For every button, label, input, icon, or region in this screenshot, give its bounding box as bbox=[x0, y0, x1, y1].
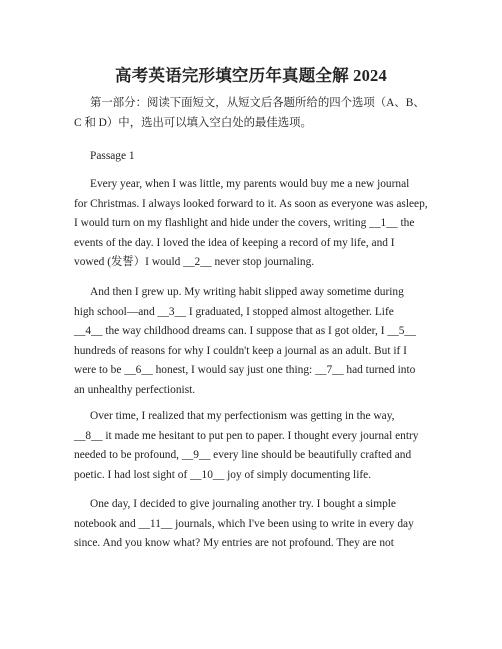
text-line: hundreds of reasons for why I couldn't keep a journal as an adult. But if I bbox=[74, 344, 407, 357]
text-line: since. And you know what? My entries are not profound. They are not bbox=[74, 537, 394, 549]
text-line: Every year, when I was little, my parents would buy me a new journal bbox=[90, 178, 410, 190]
text-line: 第一部分：阅读下面短文，从短文后各题所给的四个选项（A、B、 bbox=[90, 97, 425, 109]
text-line: C 和 D）中，选出可以填入空白处的最佳选项。 bbox=[74, 116, 312, 129]
body-paragraph-3 bbox=[74, 407, 434, 485]
text-line: Passage 1 bbox=[90, 150, 135, 162]
body-paragraph-1 bbox=[74, 175, 434, 273]
text-line: Over time, I realized that my perfectionism was getting in the way, bbox=[90, 410, 395, 422]
document-title: 高考英语完形填空历年真题全解 2024 bbox=[115, 66, 387, 85]
text-line: And then I grew up. My writing habit slipped away sometime during bbox=[90, 286, 404, 298]
text-line: events of the day. I loved the idea of keeping a record of my life, and I bbox=[74, 236, 395, 249]
text-line: I would turn on my flashlight and hide under the covers, writing __1__ the bbox=[74, 217, 415, 229]
text-line: notebook and __11__ journals, which I've been using to write in every day bbox=[74, 517, 414, 530]
text-line: __4__ the way childhood dreams can. I suppose that as I got older, I __5__ bbox=[74, 325, 416, 337]
text-line: an unhealthy perfectionist. bbox=[74, 383, 196, 396]
text-line: for Christmas. I always looked forward to it. As soon as everyone was asleep, bbox=[74, 197, 428, 210]
body-paragraph-2 bbox=[74, 283, 434, 400]
passage-heading bbox=[74, 147, 434, 167]
text-line: __8__ it made me hesitant to put pen to paper. I thought every journal entry bbox=[74, 429, 419, 442]
body-paragraph-4 bbox=[74, 495, 434, 554]
text-line: poetic. I had lost sight of __10__ joy of simply documenting life. bbox=[74, 468, 372, 481]
text-line: were to be __6__ honest, I would say just one thing: __7__ had turned into bbox=[74, 364, 416, 376]
text-line: vowed (发誓）I would __2__ never stop journaling. bbox=[74, 256, 315, 268]
text-line: needed to be profound, __9__ every line should be beautifully crafted and bbox=[74, 449, 412, 461]
instruction-paragraph bbox=[74, 94, 434, 133]
text-line: One day, I decided to give journaling another try. I bought a simple bbox=[90, 498, 396, 510]
text-line: high school—and __3__ I graduated, I stopped almost altogether. Life bbox=[74, 305, 394, 318]
